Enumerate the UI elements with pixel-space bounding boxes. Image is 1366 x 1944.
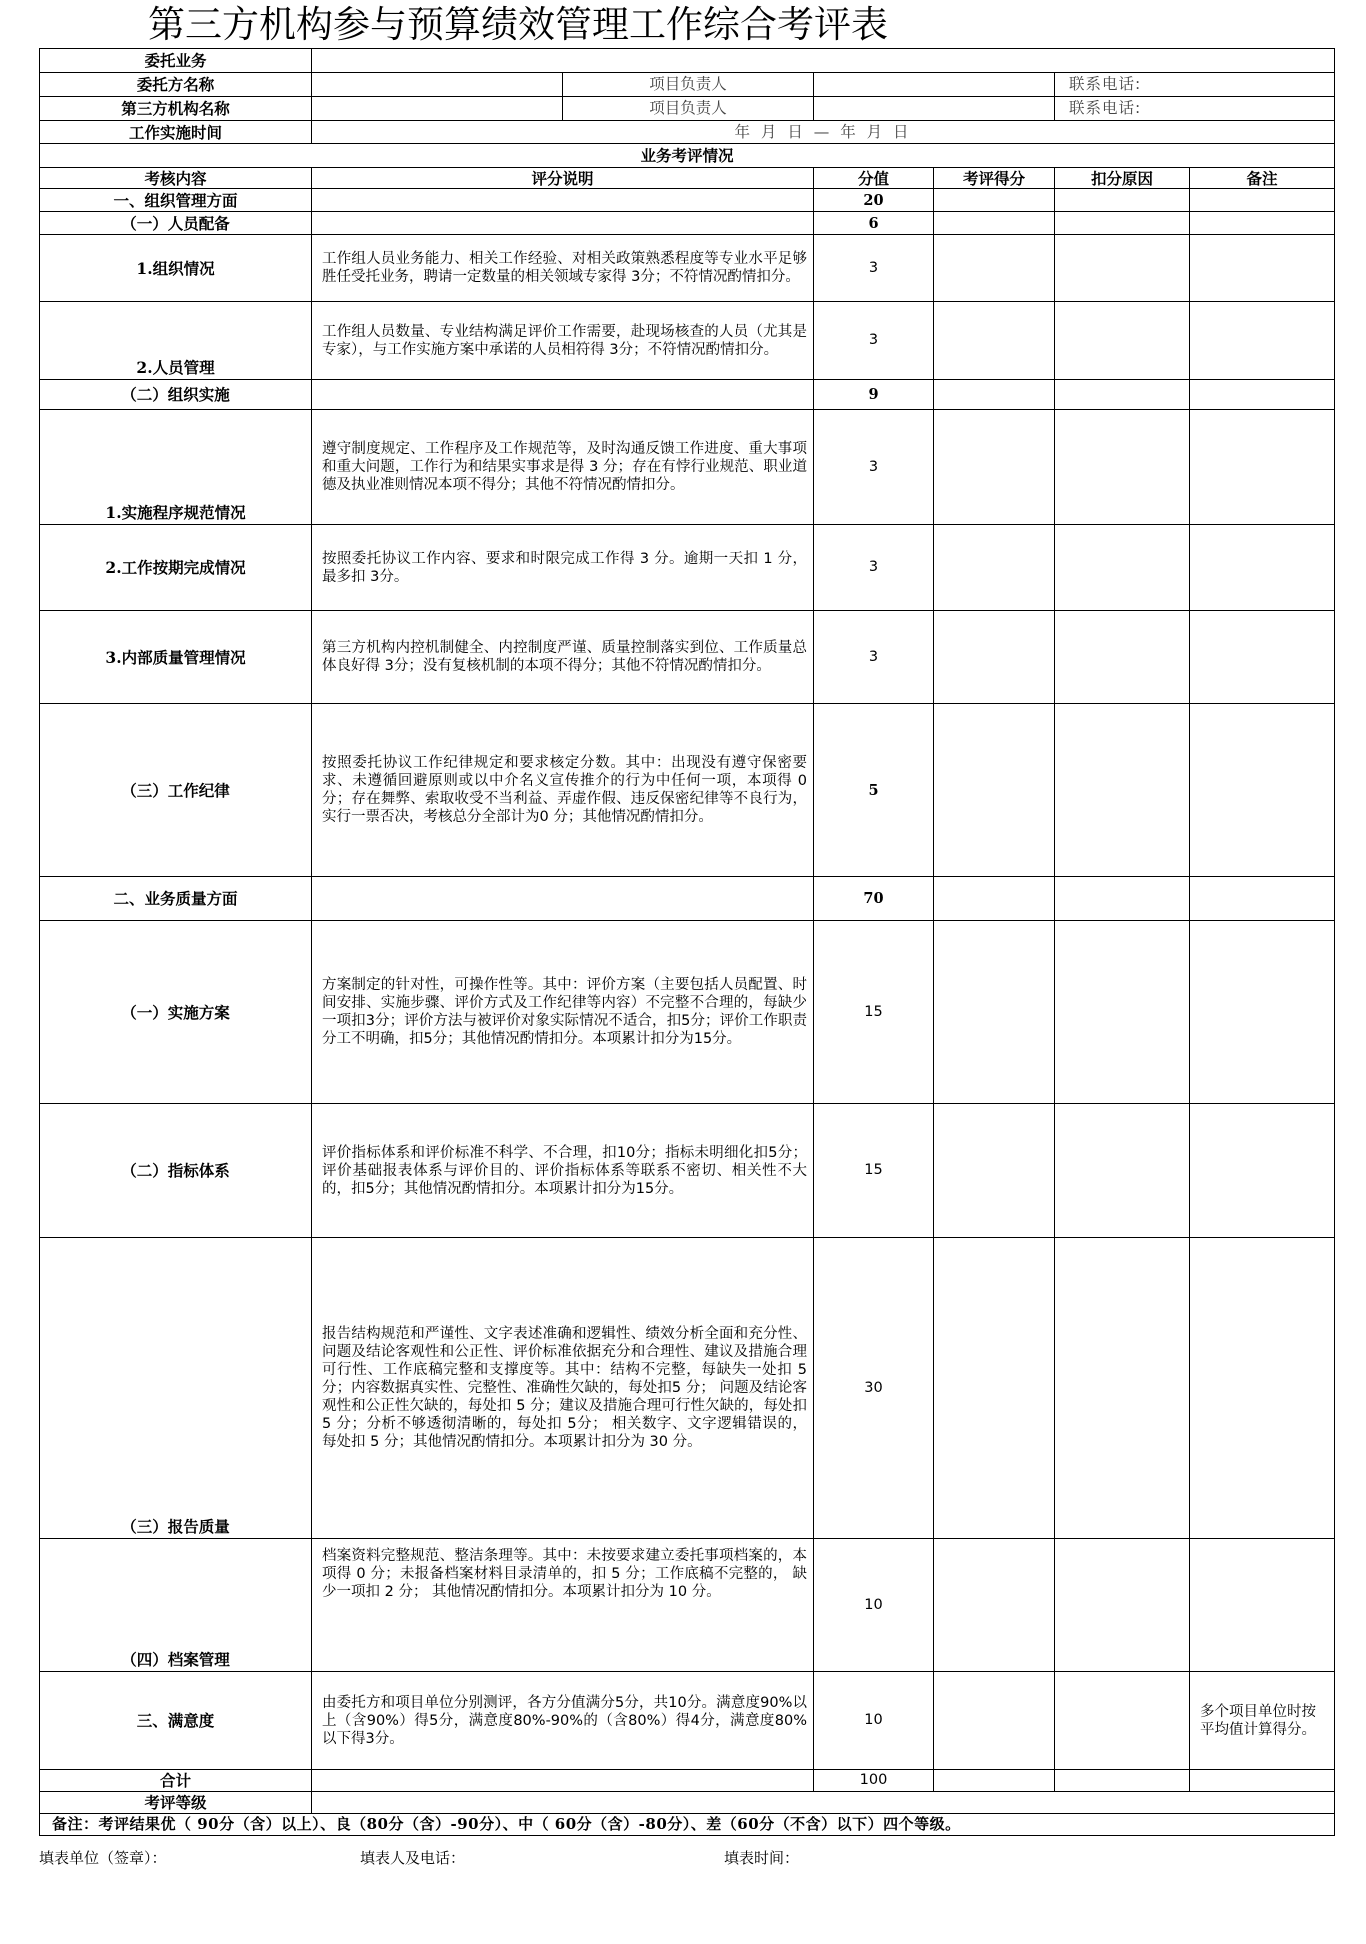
row-eval-score-cell[interactable]	[934, 1539, 1055, 1672]
row-description: 工作组人员业务能力、相关工作经验、对相关政策熟悉程度等专业水平足够胜任受托业务，聘请一定数量的相关领域专家得 3分；不符情况酌情扣分。	[312, 235, 814, 302]
field-work-time[interactable]: 年 月 日 — 年 月 日	[312, 121, 1335, 144]
row-note	[1190, 189, 1335, 212]
row-description	[312, 380, 814, 410]
column-header-eval-score: 考评得分	[934, 168, 1055, 189]
table-row	[40, 1539, 1335, 1672]
row-note	[1190, 611, 1335, 704]
row-description: 档案资料完整规范、整洁条理等。其中：未按要求建立委托事项档案的，本项得 0 分；未报备档案材料目录清单的，扣 5 分；工作底稿不完整的， 缺少一项扣 2 分； 其他情况酌情扣分。本项累计扣分为 10 分。	[312, 1539, 814, 1672]
row-deduction-reason-cell[interactable]	[1055, 877, 1190, 921]
row-content: （二）组织实施	[40, 380, 312, 410]
row-score: 3	[814, 235, 934, 302]
row-deduction-reason-cell[interactable]	[1055, 302, 1190, 380]
row-eval-score-cell[interactable]	[934, 189, 1055, 212]
evaluation-table	[39, 48, 1335, 1836]
row-content: 1.实施程序规范情况	[40, 410, 312, 525]
row-eval-score-cell[interactable]	[934, 611, 1055, 704]
table-row	[40, 1672, 1335, 1770]
label-third-party-name: 第三方机构名称	[40, 97, 312, 121]
row-note	[1190, 235, 1335, 302]
row-score: 9	[814, 380, 934, 410]
row-eval-score-cell[interactable]	[934, 1672, 1055, 1770]
row-deduction-reason-cell[interactable]	[1055, 704, 1190, 877]
row-content: （四）档案管理	[40, 1539, 312, 1672]
table-row	[40, 380, 1335, 410]
table-row	[40, 1238, 1335, 1539]
footer-person-label: 填表人及电话：	[360, 1849, 466, 1867]
row-eval-score-cell[interactable]	[934, 877, 1055, 921]
grade-field[interactable]	[312, 1792, 1335, 1814]
table-row	[40, 189, 1335, 212]
row-section-title	[40, 144, 1335, 168]
row-eval-score-cell[interactable]	[934, 302, 1055, 380]
row-note	[1190, 380, 1335, 410]
row-description	[312, 212, 814, 235]
row-description: 由委托方和项目单位分别测评，各方分值满分5分，共10分。满意度90%以上（含90%）得5分，满意度80%-90%的（含80%）得4分，满意度80%以下得3分。	[312, 1672, 814, 1770]
table-row	[40, 525, 1335, 611]
row-content: 三、满意度	[40, 1672, 312, 1770]
table-row	[40, 302, 1335, 380]
total-label: 合计	[40, 1770, 312, 1792]
row-score: 3	[814, 611, 934, 704]
total-deduction-cell[interactable]	[1055, 1770, 1190, 1792]
row-work-time	[40, 121, 1335, 144]
row-eval-score-cell[interactable]	[934, 704, 1055, 877]
field-entrusted-business[interactable]	[312, 49, 1335, 73]
table-row	[40, 212, 1335, 235]
row-deduction-reason-cell[interactable]	[1055, 525, 1190, 611]
remark-row	[40, 1814, 1335, 1836]
row-content: 3.内部质量管理情况	[40, 611, 312, 704]
label-client-phone: 联系电话:	[1055, 73, 1335, 97]
row-note	[1190, 302, 1335, 380]
column-header-deduction-reason: 扣分原因	[1055, 168, 1190, 189]
row-eval-score-cell[interactable]	[934, 525, 1055, 611]
row-deduction-reason-cell[interactable]	[1055, 380, 1190, 410]
row-deduction-reason-cell[interactable]	[1055, 1539, 1190, 1672]
row-note	[1190, 410, 1335, 525]
row-deduction-reason-cell[interactable]	[1055, 611, 1190, 704]
row-description: 按照委托协议工作内容、要求和时限完成工作得 3 分。逾期一天扣 1 分，最多扣 3分。	[312, 525, 814, 611]
row-note	[1190, 704, 1335, 877]
row-third-party	[40, 97, 1335, 121]
row-description: 报告结构规范和严谨性、文字表述准确和逻辑性、绩效分析全面和充分性、问题及结论客观性和公正性、评价标准依据充分和合理性、建议及措施合理可行性、工作底稿完整和支撑度等。其中：结构不完整，每缺失一处扣 5 分；内容数据真实性、完整性、准确性欠缺的，每处扣5 分； 问题及结论客观性和公正性欠缺的，每处扣 5 分；建议及措施合理可行性欠缺的，每处扣 5 分；分析不够透彻清晰的，每处扣 5分； 相关数字、文字逻辑错误的， 每处扣 5 分；其他情况酌情扣分。本项累计扣分为 30 分。	[312, 1238, 814, 1539]
row-note	[1190, 212, 1335, 235]
row-score: 20	[814, 189, 934, 212]
row-eval-score-cell[interactable]	[934, 1238, 1055, 1539]
row-description: 遵守制度规定、工作程序及工作规范等，及时沟通反馈工作进度、重大事项和重大问题，工作行为和结果实事求是得 3 分；存在有悖行业规范、职业道德及执业准则情况本项不得分；其他不符情况酌情扣分。	[312, 410, 814, 525]
row-description: 方案制定的针对性，可操作性等。其中：评价方案（主要包括人员配置、时间安排、实施步骤、评价方式及工作纪律等内容）不完整不合理的，每缺少一项扣3分；评价方法与被评价对象实际情况不适合，扣5分；评价工作职责分工不明确，扣5分；其他情况酌情扣分。本项累计扣分为15分。	[312, 921, 814, 1104]
field-third-party-name[interactable]	[312, 97, 563, 121]
row-description: 第三方机构内控机制健全、内控制度严谨、质量控制落实到位、工作质量总体良好得 3分；没有复核机制的本项不得分；其他不符情况酌情扣分。	[312, 611, 814, 704]
table-row	[40, 704, 1335, 877]
row-note	[1190, 1104, 1335, 1238]
row-deduction-reason-cell[interactable]	[1055, 921, 1190, 1104]
table-row	[40, 410, 1335, 525]
row-content: 二、业务质量方面	[40, 877, 312, 921]
row-deduction-reason-cell[interactable]	[1055, 212, 1190, 235]
row-score: 15	[814, 1104, 934, 1238]
table-row	[40, 1104, 1335, 1238]
row-content: （三）工作纪律	[40, 704, 312, 877]
label-third-party-phone: 联系电话:	[1055, 97, 1335, 121]
total-row	[40, 1770, 1335, 1792]
row-note	[1190, 525, 1335, 611]
row-eval-score-cell[interactable]	[934, 410, 1055, 525]
row-eval-score-cell[interactable]	[934, 235, 1055, 302]
page-title: 第三方机构参与预算绩效管理工作综合考评表	[148, 3, 888, 46]
row-client	[40, 73, 1335, 97]
row-deduction-reason-cell[interactable]	[1055, 1104, 1190, 1238]
row-content: 2.工作按期完成情况	[40, 525, 312, 611]
row-deduction-reason-cell[interactable]	[1055, 189, 1190, 212]
label-client-project-leader: 项目负责人	[563, 73, 814, 97]
row-score: 3	[814, 525, 934, 611]
column-header-score: 分值	[814, 168, 934, 189]
table-row	[40, 921, 1335, 1104]
row-score: 15	[814, 921, 934, 1104]
row-score: 10	[814, 1539, 934, 1672]
row-deduction-reason-cell[interactable]	[1055, 1672, 1190, 1770]
row-score: 10	[814, 1672, 934, 1770]
row-score: 3	[814, 302, 934, 380]
row-score: 3	[814, 410, 934, 525]
table-row	[40, 611, 1335, 704]
row-score: 30	[814, 1238, 934, 1539]
row-deduction-reason-cell[interactable]	[1055, 410, 1190, 525]
column-header-content: 考核内容	[40, 168, 312, 189]
row-content: （一）人员配备	[40, 212, 312, 235]
row-content: （一）实施方案	[40, 921, 312, 1104]
label-client-name: 委托方名称	[40, 73, 312, 97]
row-note	[1190, 1238, 1335, 1539]
row-content: （二）指标体系	[40, 1104, 312, 1238]
row-note	[1190, 921, 1335, 1104]
column-header-row	[40, 168, 1335, 189]
row-score: 6	[814, 212, 934, 235]
total-description-cell	[312, 1770, 814, 1792]
row-eval-score-cell[interactable]	[934, 212, 1055, 235]
row-description: 评价指标体系和评价标准不科学、不合理，扣10分；指标未明细化扣5分；评价基础报表体系与评价目的、评价指标体系等联系不密切、相关性不大的，扣5分；其他情况酌情扣分。本项累计扣分为15分。	[312, 1104, 814, 1238]
label-third-party-project-leader: 项目负责人	[563, 97, 814, 121]
footer-unit-label: 填表单位（签章）：	[39, 1849, 167, 1867]
row-content: 一、组织管理方面	[40, 189, 312, 212]
grade-row	[40, 1792, 1335, 1814]
column-header-description: 评分说明	[312, 168, 814, 189]
row-description: 按照委托协议工作纪律规定和要求核定分数。其中：出现没有遵守保密要求、未遵循回避原则或以中介名义宣传推介的行为中任何一项，本项得 0 分；存在舞弊、索取收受不当利益、弄虚作假、违反保密纪律等不良行为，实行一票否决，考核总分全部计为0 分；其他情况酌情扣分。	[312, 704, 814, 877]
row-score: 5	[814, 704, 934, 877]
label-entrusted-business: 委托业务	[40, 49, 312, 73]
total-note-cell[interactable]	[1190, 1770, 1335, 1792]
row-description	[312, 189, 814, 212]
row-eval-score-cell[interactable]	[934, 1104, 1055, 1238]
column-header-note: 备注	[1190, 168, 1335, 189]
field-third-party-project-leader[interactable]	[814, 97, 1055, 121]
row-eval-score-cell[interactable]	[934, 921, 1055, 1104]
row-entrusted-business	[40, 49, 1335, 73]
row-description	[312, 877, 814, 921]
row-note	[1190, 877, 1335, 921]
grade-label: 考评等级	[40, 1792, 312, 1814]
table-row	[40, 235, 1335, 302]
remark-text: 备注：考评结果优（ 90分（含）以上）、良（80分（含）-90分）、中（ 60分（含）-80分）、差（60分（不含）以下）四个等级。	[40, 1814, 1335, 1836]
section-title: 业务考评情况	[40, 144, 1335, 168]
row-eval-score-cell[interactable]	[934, 380, 1055, 410]
row-deduction-reason-cell[interactable]	[1055, 1238, 1190, 1539]
field-client-project-leader[interactable]	[814, 73, 1055, 97]
row-note: 多个项目单位时按平均值计算得分。	[1190, 1672, 1335, 1770]
row-content: 1.组织情况	[40, 235, 312, 302]
field-client-name[interactable]	[312, 73, 563, 97]
table-row	[40, 877, 1335, 921]
label-work-time: 工作实施时间	[40, 121, 312, 144]
row-description: 工作组人员数量、专业结构满足评价工作需要，赴现场核查的人员（尤其是专家），与工作实施方案中承诺的人员相符得 3分；不符情况酌情扣分。	[312, 302, 814, 380]
footer-time-label: 填表时间：	[724, 1849, 800, 1867]
total-eval-score-cell[interactable]	[934, 1770, 1055, 1792]
row-deduction-reason-cell[interactable]	[1055, 235, 1190, 302]
total-score: 100	[814, 1770, 934, 1792]
row-content: 2.人员管理	[40, 302, 312, 380]
row-note	[1190, 1539, 1335, 1672]
row-content: （三）报告质量	[40, 1238, 312, 1539]
row-score: 70	[814, 877, 934, 921]
